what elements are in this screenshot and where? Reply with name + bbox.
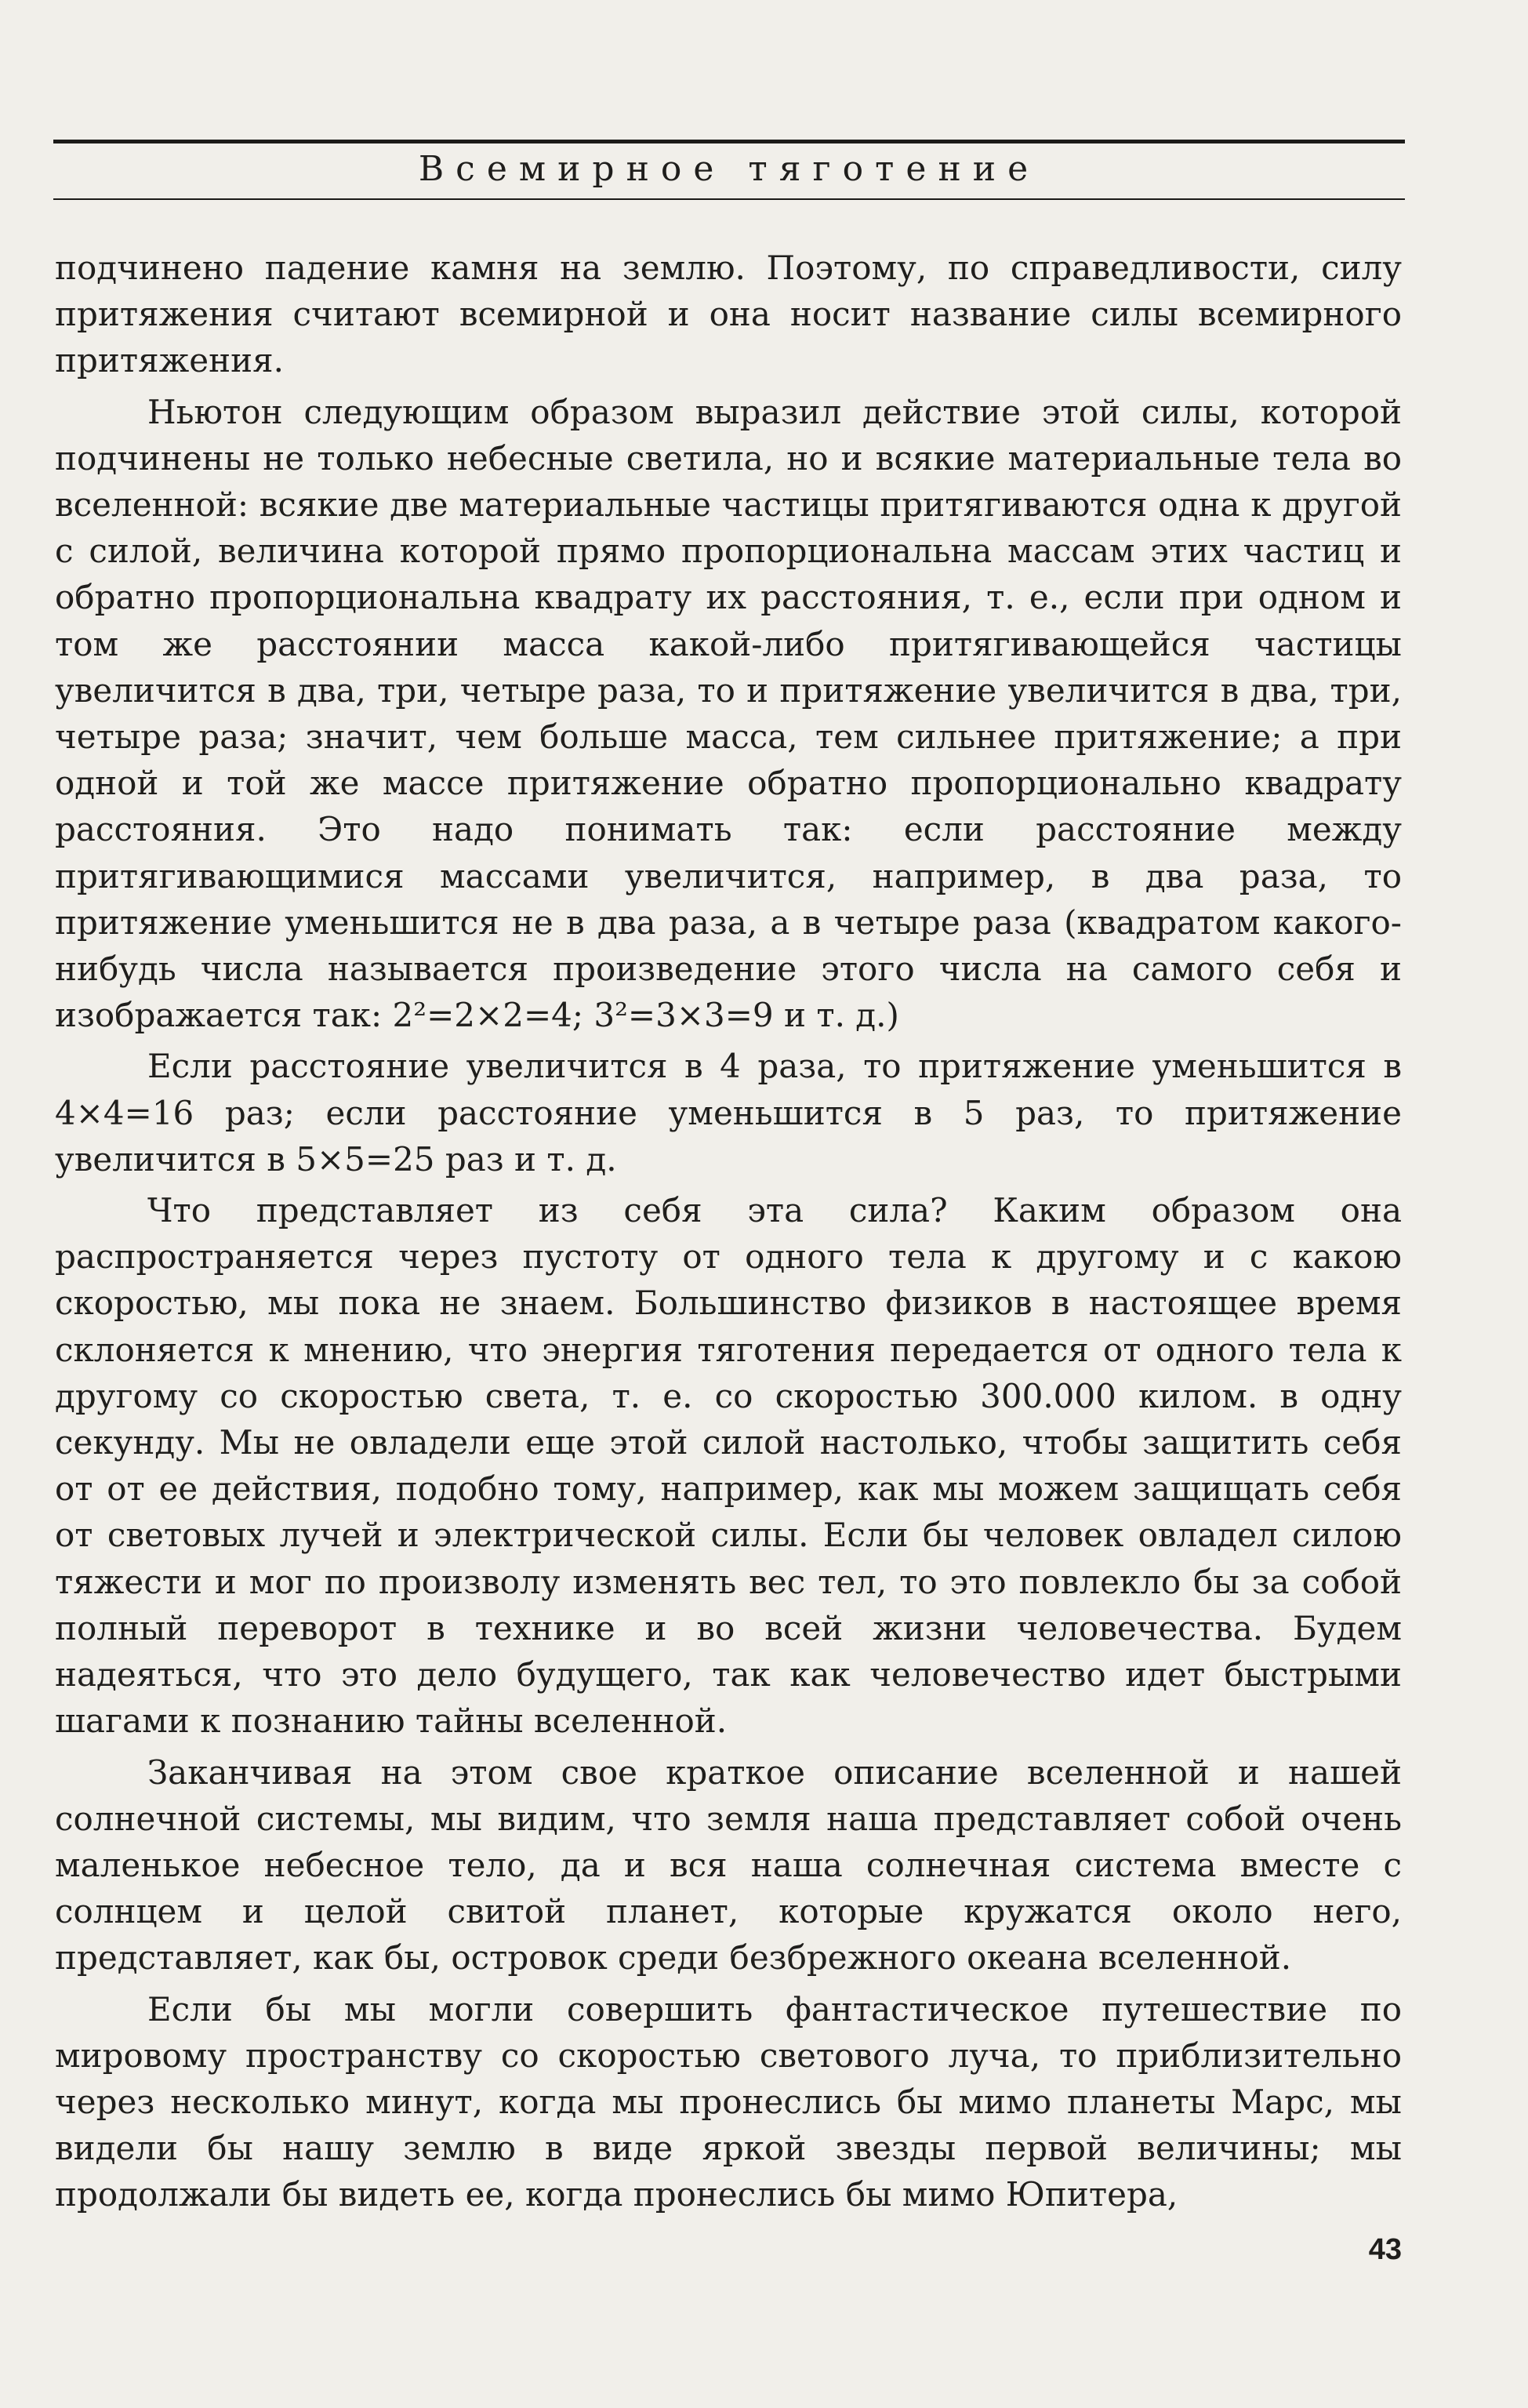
header-rule-bottom (53, 198, 1405, 200)
paragraph-distance-example: Если расстояние увеличится в 4 раза, то притяжение уменьшится в 4×4=16 раз; если расстояние уменьшится в 5 раз, то притяжение увеличится в 5×5=25 раз и т. д. (55, 1047, 1402, 1179)
running-title: Всемирное тяготение (418, 149, 1040, 189)
paragraph-conclusion: Заканчивая на этом свое краткое описание вселенной и нашей солнечной системы, мы видим, что земля наша представляет собой очень маленькое небесное тело, да и вся наша солнечная система вместе с солнцем и целой свитой планет, которые кружатся около него, представляет, как бы, островок среди безбрежного океана вселенной. (55, 1752, 1402, 1978)
paragraph-journey: Если бы мы могли совершить фантастическое путешествие по мировому пространству со скоростью светового луча, то приблизительно через несколько минут, когда мы пронеслись бы мимо планеты Марс, мы видели бы нашу землю в виде яркой звезды первой величины; мы продолжали бы видеть ее, когда пронеслись бы мимо Юпитера, (55, 1989, 1402, 2214)
paragraph-newton-law: Ньютон следующим образом выразил действие этой силы, которой подчинены не только небесные светила, но и всякие материальные тела во вселенной: всякие две материальные частицы притягиваются одна к другой с силой, величина которой прямо пропорциональна массам этих частиц и обратно пропорциональна квадрату их расстояния, т. е., если при одном и том же расстоянии масса какой-либо притягивающейся частицы увеличится в два, три, четыре раза, то и притяжение увеличится в два, три, четыре раза; значит, чем больше масса, тем сильнее притяжение; а при одной и той же массе притяжение обратно пропорционально квадрату расстояния. Это надо понимать так: если расстояние между притягивающимися массами увеличится, например, в два раза, то притяжение уменьшится не в два раза, а в четыре раза (квадратом какого-нибудь числа называется произведение этого числа на самого себя и изображается так: 2²=2×2=4; 3²=3×3=9 и т. д.) (55, 392, 1402, 1035)
page-number: 43 (1368, 2233, 1402, 2266)
body-text (55, 245, 1402, 2223)
paragraph-continued: подчинено падение камня на землю. Поэтому, по справедливости, силу притяжения считают всемирной и она носит название силы всемирного притяжения. (55, 249, 1402, 380)
paragraph-nature-of-force: Что представляет из себя эта сила? Каким образом она распространяется через пустоту от одного тела к другому и с какою скоростью, мы пока не знаем. Большинство физиков в настоящее время склоняется к мнению, что энергия тяготения передается от одного тела к другому со скоростью света, т. е. со скоростью 300.000 килом. в одну секунду. Мы не овладели еще этой силой настолько, чтобы защитить себя от от ее действия, подобно тому, например, как мы можем защищать себя от световых лучей и электрической силы. Если бы человек овладел силою тяжести и мог по произволу изменять вес тел, то это повлекло бы за собой полный переворот в технике и во всей жизни человечества. Будем надеяться, что это дело будущего, так как человечество идет быстрыми шагами к познанию тайны вселенной. (55, 1191, 1402, 1741)
header-rule-top (53, 140, 1405, 143)
